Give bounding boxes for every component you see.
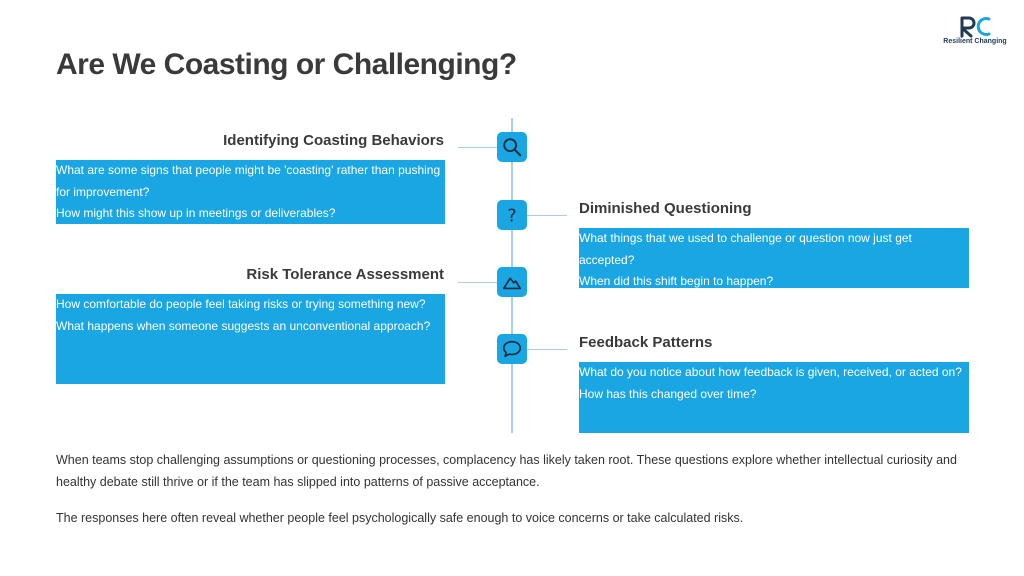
item-heading-coasting: Identifying Coasting Behaviors [223, 132, 444, 149]
search-icon [497, 132, 527, 162]
item-box-questioning [579, 228, 969, 288]
item-line: How has this changed over time? [579, 386, 757, 401]
connector-line [458, 282, 498, 283]
brand-logo [940, 14, 1010, 54]
item-heading-feedback: Feedback Patterns [579, 334, 713, 351]
item-line: What do you notice about how feedback is given, received, or acted on? [579, 365, 962, 379]
closing-paragraph: The responses here often reveal whether people feel psychologically safe enough to voice concerns or take calculated risks. [56, 511, 744, 525]
connector-line [527, 349, 567, 350]
item-line: What are some signs that people might be 'coasting' rather than pushing for improvement? [56, 163, 441, 199]
summary-paragraph: When teams stop challenging assumptions or questioning processes, complacency has likely taken root. These questions explore whether intellectual curiosity and healthy debate still thrive or if the team has slipped into patterns of passive acceptance. [56, 453, 957, 489]
mountain-icon [497, 267, 527, 297]
item-heading-risk: Risk Tolerance Assessment [246, 266, 444, 283]
connector-line [458, 147, 498, 148]
item-box-coasting [56, 160, 445, 224]
logo-text: Resilient Changing [943, 38, 1007, 45]
page-title: Are We Coasting or Challenging? [56, 48, 517, 81]
item-line: How might this show up in meetings or deliverables? [56, 206, 336, 220]
question-mark-icon [497, 200, 527, 230]
item-line: When did this shift begin to happen? [579, 274, 774, 288]
item-box-risk [56, 294, 445, 384]
connector-line [527, 215, 567, 216]
item-heading-questioning: Diminished Questioning [579, 200, 752, 217]
svg-text:?: ? [507, 206, 517, 226]
logo-mark-icon [940, 14, 1010, 38]
speech-bubble-icon [497, 334, 527, 364]
item-box-feedback [579, 362, 969, 433]
item-line: What things that we used to challenge or question now just get accepted? [579, 231, 912, 267]
item-line: What happens when someone suggests an unconventional approach? [56, 318, 431, 333]
item-line: How comfortable do people feel taking risks or trying something new? [56, 297, 426, 311]
